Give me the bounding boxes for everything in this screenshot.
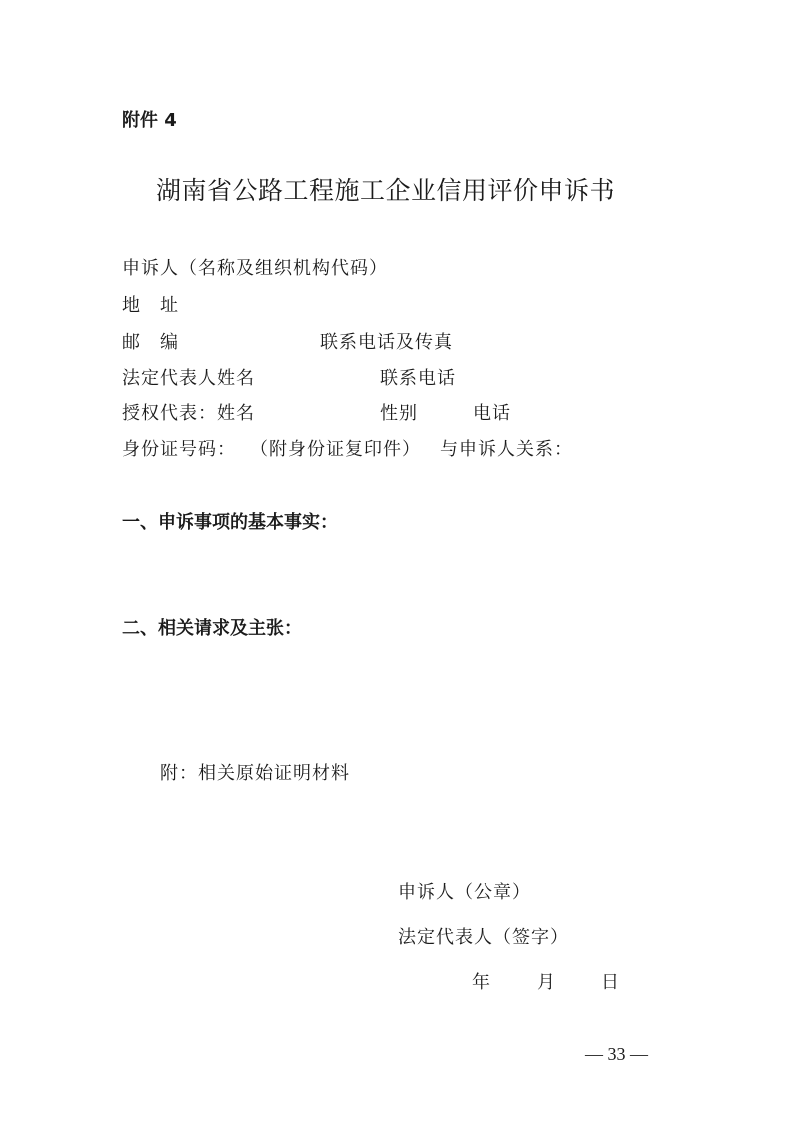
date-day-label: 日 [601, 972, 620, 993]
facts-heading: 一、申诉事项的基本事实： [122, 512, 338, 533]
date-year-label: 年 [472, 972, 491, 993]
id-number-label: 身份证号码： [122, 439, 236, 460]
gender-label: 性别 [380, 403, 418, 424]
postcode-label: 邮 编 [122, 332, 179, 353]
legal-rep-phone-label: 联系电话 [380, 368, 456, 389]
date-month-label: 月 [537, 972, 556, 993]
appendix-note: 附：相关原始证明材料 [160, 763, 350, 784]
relation-label: 与申诉人关系： [440, 439, 573, 460]
complainant-seal-label: 申诉人（公章） [398, 882, 531, 903]
attachment-label: 附件 4 [122, 110, 177, 131]
address-label: 地 址 [122, 295, 179, 316]
legal-rep-signature-label: 法定代表人（签字） [398, 927, 569, 948]
contact-phone-fax-label: 联系电话及传真 [320, 332, 453, 353]
authorized-rep-label: 授权代表：姓名 [122, 403, 255, 424]
phone-label: 电话 [473, 403, 511, 424]
legal-rep-name-label: 法定代表人姓名 [122, 368, 255, 389]
document-title: 湖南省公路工程施工企业信用评价申诉书 [156, 176, 616, 205]
complainant-label: 申诉人（名称及组织机构代码） [122, 258, 388, 279]
requests-heading: 二、相关请求及主张： [122, 618, 302, 639]
page-number: — 33 — [585, 1044, 648, 1064]
id-copy-note: （附身份证复印件） [250, 439, 421, 460]
